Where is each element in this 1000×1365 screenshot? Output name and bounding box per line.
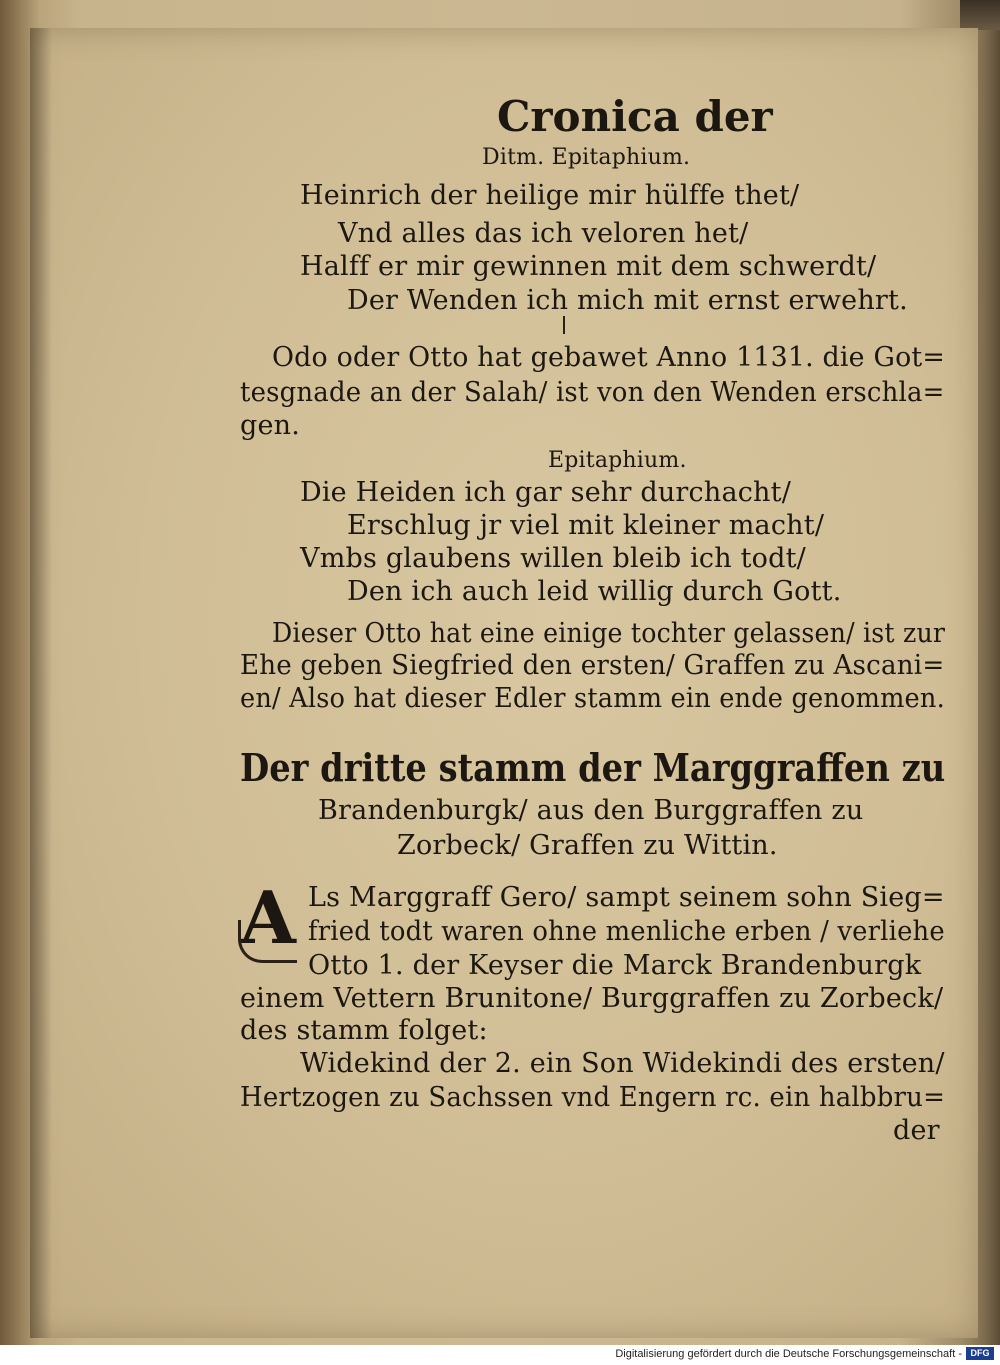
digitization-credit: Digitalisierung gefördert durch die Deutsche Forschungsgemeinschaft -	[615, 1348, 962, 1360]
para1-line-3: gen.	[240, 410, 301, 441]
epitaph1-line-4: Der Wenden ich mich mit ernst erwehrt.	[347, 285, 908, 316]
para3-line-1: Ls Marggraff Gero/ sampt seinem sohn Sieg=	[308, 882, 945, 913]
para3-line-3: Otto 1. der Keyser die Marck Brandenburgk	[308, 950, 922, 981]
epitaph2-line-3: Vmbs glaubens willen bleib ich todt/	[300, 543, 806, 574]
para3-line-4: einem Vettern Brunitone/ Burggraffen zu Zorbeck/	[240, 983, 944, 1014]
initial-flourish	[238, 920, 297, 963]
para1-line-1: Odo oder Otto hat gebawet Anno 1131. die Got=	[272, 342, 946, 373]
section-subheading-1: Brandenburgk/ aus den Burggraffen zu	[318, 795, 864, 826]
epitaph1-line-2: Vnd alles das ich veloren het/	[338, 218, 749, 249]
para3-line-5: des stamm folget:	[240, 1015, 488, 1046]
dfg-logo-icon: DFG	[966, 1347, 994, 1360]
ink-mark	[563, 316, 565, 334]
epitaph1-line-3: Halff er mir gewinnen mit dem schwerdt/	[300, 251, 877, 282]
epitaph2-line-4: Den ich auch leid willig durch Gott.	[347, 576, 842, 607]
para1-line-2: tesgnade an der Salah/ ist von den Wenden erschla=	[240, 377, 945, 408]
section-subheading-2: Zorbeck/ Graffen zu Wittin.	[397, 830, 778, 861]
epitaph2-line-2: Erschlug jr viel mit kleiner macht/	[347, 510, 825, 541]
para4-line-2: Hertzogen zu Sachssen vnd Engern rc. ein halbbru=	[240, 1082, 946, 1113]
running-title: Cronica der	[497, 92, 773, 141]
para2-line-3: en/ Also hat dieser Edler stamm ein ende genommen.	[240, 683, 945, 714]
section-heading: Der dritte stamm der Marggraffen zu	[240, 745, 946, 790]
page-subtitle: Ditm. Epitaphium.	[482, 145, 691, 170]
drop-initial: A	[240, 875, 296, 960]
epitaph2-line-1: Die Heiden ich gar sehr durchacht/	[300, 477, 791, 508]
catchword: der	[893, 1115, 940, 1146]
para2-line-2: Ehe geben Siegfried den ersten/ Graffen zu Ascani=	[240, 650, 945, 681]
para2-line-1: Dieser Otto hat eine einige tochter gelassen/ ist zur	[272, 618, 946, 649]
para3-line-2: fried todt waren ohne menliche erben / verliehe	[308, 916, 945, 947]
epitaph1-line-1: Heinrich der heilige mir hülffe thet/	[300, 180, 800, 211]
epitaph2-heading: Epitaphium.	[548, 448, 687, 473]
para4-line-1: Widekind der 2. ein Son Widekindi des ersten/	[300, 1048, 945, 1079]
